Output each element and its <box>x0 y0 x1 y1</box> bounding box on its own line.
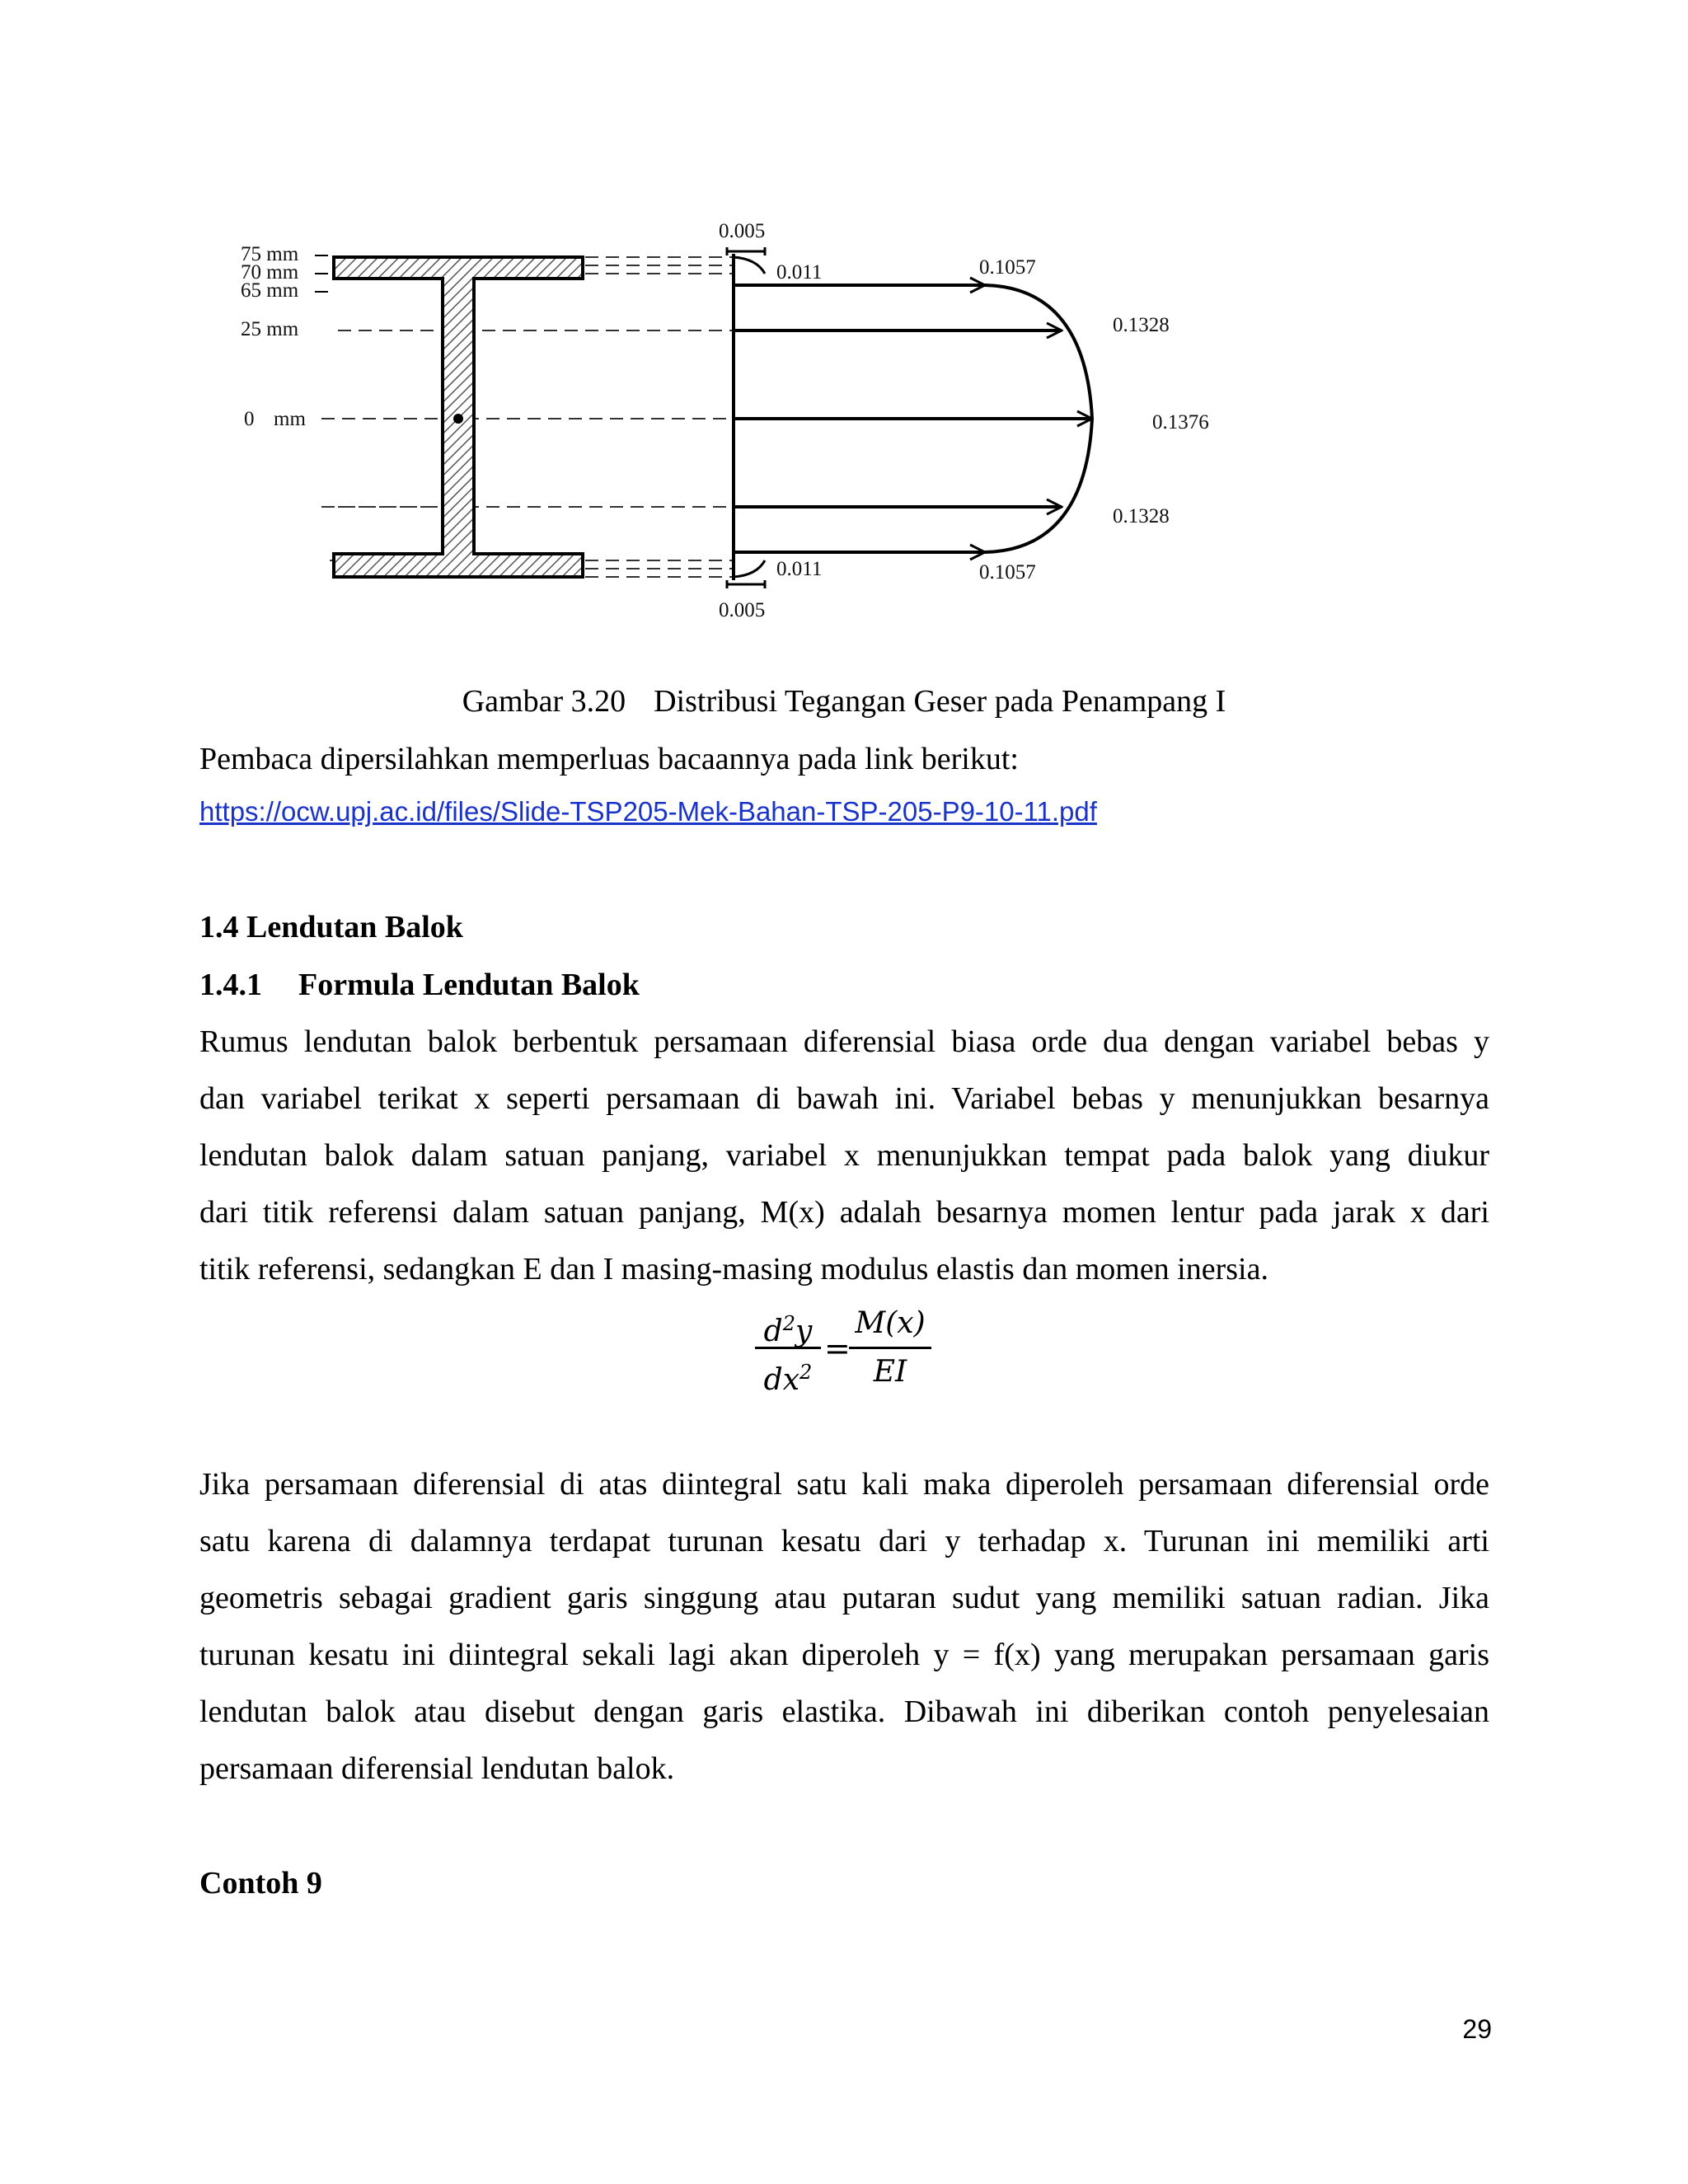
reference-link[interactable]: https://ocw.upj.ac.id/files/Slide-TSP205-Mek-Bahan-TSP-205-P9-10-11.pdf <box>199 796 1097 827</box>
value-web-top: 0.1057 <box>979 256 1036 279</box>
paragraph-2 <box>199 1456 1489 1797</box>
value-flange-top: 0.011 <box>776 261 823 284</box>
paragraph-line: Jika persamaan diferensial di atas diintegral satu kali maka diperoleh persamaan diferensial orde <box>199 1467 1489 1502</box>
dim-label-65: 65 mm <box>241 279 299 302</box>
equation-lhs-fraction <box>755 1302 821 1397</box>
caption-text: Distribusi Tegangan Geser pada Penampang I <box>654 684 1226 719</box>
paragraph-line: dan variabel terikat x seperti persamaan di bawah ini. Variabel bebas y menunjukkan besarnya <box>199 1081 1489 1116</box>
value-25-top: 0.1328 <box>1113 314 1170 336</box>
centroid-dot <box>453 414 463 424</box>
dim-label-0: 0 <box>244 408 255 430</box>
paragraph-line: lendutan balok atau disebut dengan garis elastika. Dibawah ini diberikan contoh penyelesaian <box>199 1694 1489 1729</box>
value-bottom-edge: 0.005 <box>719 599 766 621</box>
i-beam-section <box>334 257 583 577</box>
dim-label-70: 70 mm <box>241 261 299 284</box>
value-center: 0.1376 <box>1152 411 1209 434</box>
intro-line: Pembaca dipersilahkan memperluas bacaannya pada link berikut: <box>199 742 1019 776</box>
subsection-number: 1.4.1 <box>199 968 262 1002</box>
paragraph-line: titik referensi, sedangkan E dan I masing-masing modulus elastis dan momen inersia. <box>199 1252 1268 1286</box>
equation-lhs-numerator: $d^2y$ <box>763 1312 813 1348</box>
paragraph-1 <box>199 1014 1489 1298</box>
dim-label-75: 75 mm <box>241 243 299 265</box>
deflection-equation <box>742 1302 956 1401</box>
shear-stress-diagram <box>223 213 1236 629</box>
dim-label-mm: mm <box>274 408 306 430</box>
value-25-bottom: 0.1328 <box>1113 505 1170 527</box>
dim-label-25: 25 mm <box>241 318 299 340</box>
flange-curve-top <box>734 257 765 274</box>
reference-dashed-lines <box>321 257 732 577</box>
paragraph-line: Rumus lendutan balok berbentuk persamaan diferensial biasa orde dua dengan variabel bebas y <box>199 1024 1489 1059</box>
paragraph-line: geometris sebagai gradient garis singgung atau putaran sudut yang memiliki satuan radian. Jika <box>199 1581 1489 1615</box>
value-top-edge: 0.005 <box>719 220 766 242</box>
equation-rhs-denominator: EI <box>873 1355 907 1389</box>
equation-rhs-fraction <box>849 1302 931 1394</box>
subsection-title: Formula Lendutan Balok <box>298 968 640 1002</box>
equation-lhs-denominator: $dx^2$ <box>763 1361 813 1397</box>
example-heading: Contoh 9 <box>199 1866 322 1900</box>
section-heading: 1.4 Lendutan Balok <box>199 910 463 944</box>
shear-arrows <box>734 285 1092 552</box>
flange-curve-bottom <box>734 560 765 577</box>
paragraph-line: persamaan diferensial lendutan balok. <box>199 1751 675 1786</box>
caption-number: Gambar 3.20 <box>462 684 626 719</box>
page-number: 29 <box>1462 2014 1492 2044</box>
paragraph-line: dari titik referensi dalam satuan panjang, M(x) adalah besarnya momen lentur pada jarak x dari <box>199 1195 1489 1230</box>
fraction-bar <box>849 1347 931 1349</box>
value-flange-bottom: 0.011 <box>776 558 823 580</box>
figure-caption <box>0 681 1688 722</box>
paragraph-line: turunan kesatu ini diintegral sekali lagi akan diperoleh y = f(x) yang merupakan persamaan garis <box>199 1638 1489 1672</box>
paragraph-line: lendutan balok dalam satuan panjang, variabel x menunjukkan tempat pada balok yang diukur <box>199 1138 1489 1173</box>
equation-rhs-numerator: M(x) <box>855 1306 926 1340</box>
paragraph-line: satu karena di dalamnya terdapat turunan kesatu dari y terhadap x. Turunan ini memiliki arti <box>199 1524 1489 1558</box>
shear-stress-figure <box>223 213 1236 629</box>
dimension-ticks <box>315 255 328 292</box>
value-web-bottom: 0.1057 <box>979 561 1036 583</box>
equation-equals-sign: = <box>824 1330 851 1366</box>
subsection-heading <box>199 964 640 1005</box>
